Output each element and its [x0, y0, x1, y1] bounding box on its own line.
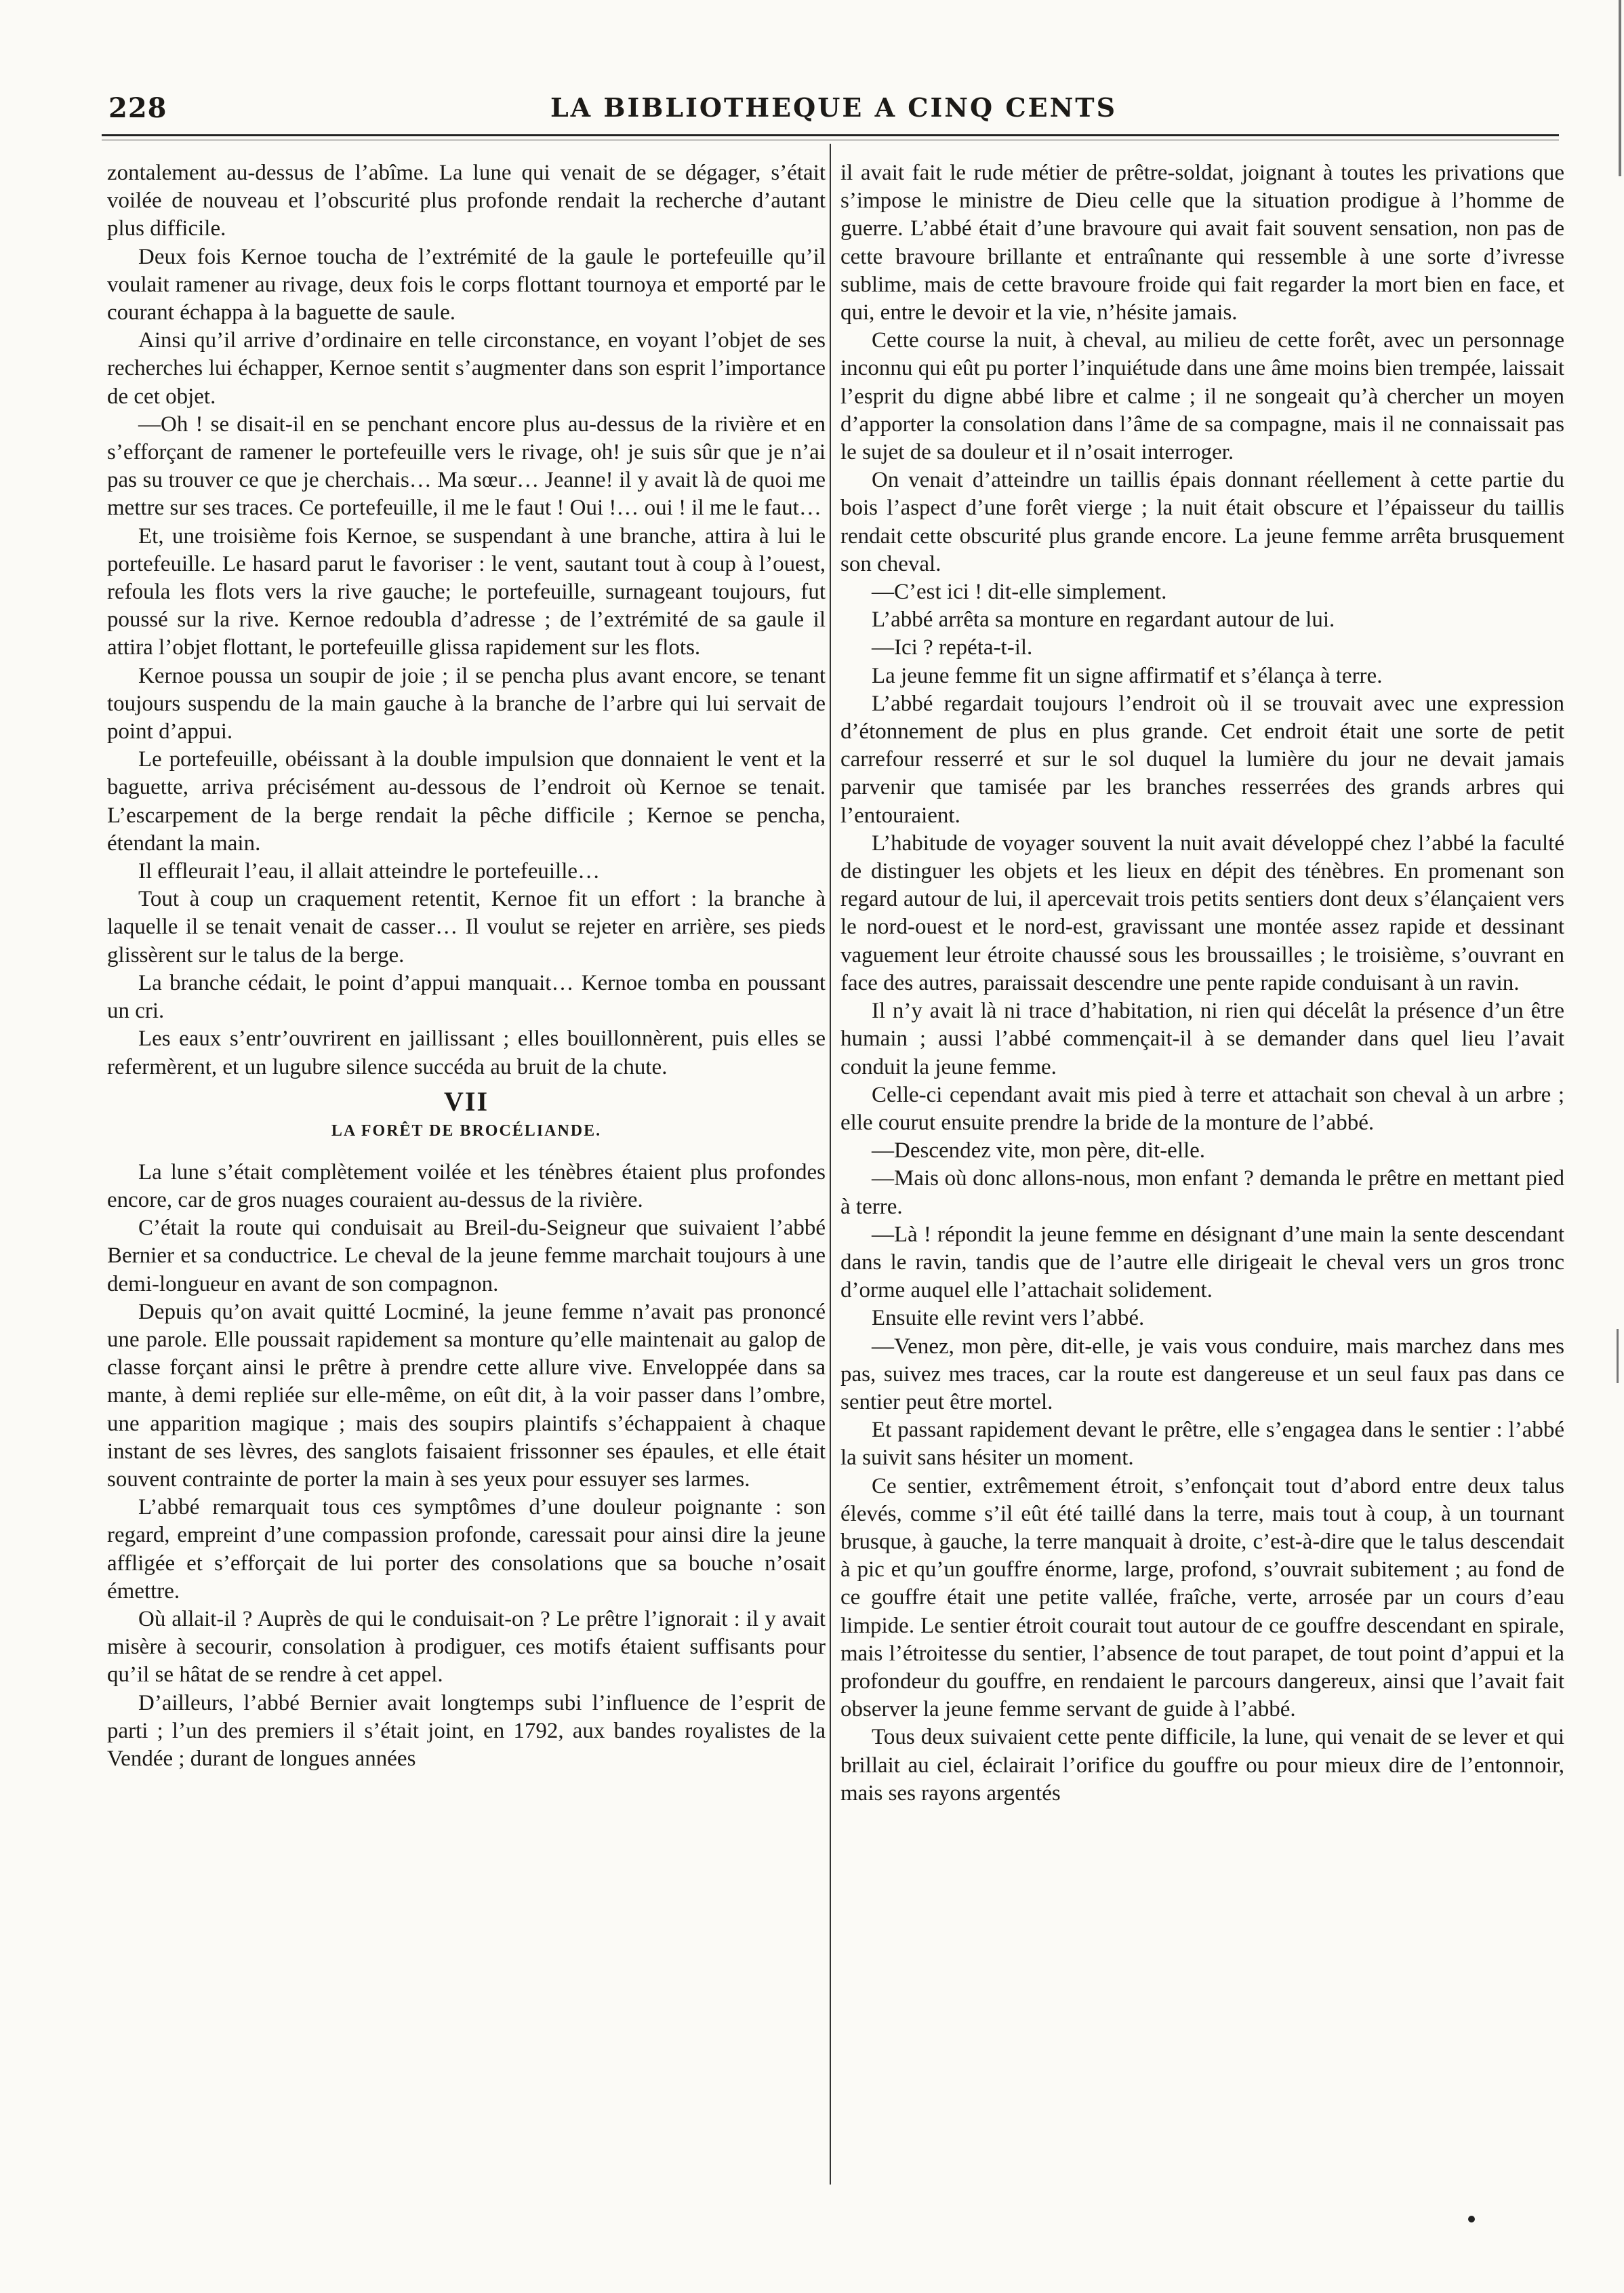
paragraph: —Ici ? repéta-t-il. [872, 635, 1033, 660]
paragraph: Et, une troisième fois Kernoe, se suspendant à une branche, attira à lui le portefeuille. Le hasard parut le favoriser : le vent, sautant tout à coup à l’ouest, refoula les flots vers la rive gauche; le portefeuille, surnageant toujours, fut poussé sur la rive. Kernoe redoubla d’adresse ; de l’extrémité de sa gaule il attira l’objet flottant, le portefeuille glissa rapidement sur les flots. [107, 523, 826, 660]
paragraph: Les eaux s’entr’ouvrirent en jaillissant ; elles bouillonnèrent, puis elles se refermèrent, et un lugubre silence succéda au bruit de la chute. [107, 1026, 826, 1079]
paragraph: La branche cédait, le point d’appui manquait… Kernoe tomba en poussant un cri. [107, 970, 826, 1024]
paragraph: Il effleurait l’eau, il allait atteindre le portefeuille… [138, 859, 601, 884]
paragraph: Il n’y avait là ni trace d’habitation, ni rien qui décelât la présence d’un être humain ; aussi l’abbé commençait-il à se demander dans quel lieu l’avait conduit la jeune femme. [840, 999, 1564, 1079]
paragraph: —Là ! répondit la jeune femme en désignant d’une main la sente descendant dans le ravin, tandis que de l’autre elle dirigeait le cheval vers un gros tronc d’orme auquel elle l’attachait solidement. [840, 1222, 1564, 1303]
page-number: 228 [108, 92, 167, 124]
paragraph: On venait d’atteindre un taillis épais donnant réellement à cette partie du bois l’aspect d’une forêt vierge ; la nuit était obscure et l’épaisseur du taillis rendait cette obscurité plus grande encore. La jeune femme arrêta brusquement son cheval. [840, 468, 1564, 576]
paragraph: Ainsi qu’il arrive d’ordinaire en telle circonstance, en voyant l’objet de ses recherches lui échapper, Kernoe sentit s’augmenter dans son esprit l’importance de cet objet. [107, 328, 826, 409]
paragraph: Ensuite elle revint vers l’abbé. [872, 1306, 1145, 1331]
paragraph: —Oh ! se disait-il en se penchant encore plus au-dessus de la rivière et en s’efforçant de ramener le portefeuille vers le rivage, oh! je suis sûr que je n’ai pas su trouver ce que je cherchais… Ma sœur… Jeanne! il y avait là de quoi me mettre sur ses traces. Ce portefeuille, il me le faut ! Oui !… oui ! il me le faut… [107, 412, 826, 521]
paragraph: —Mais où donc allons-nous, mon enfant ? demanda le prêtre en mettant pied à terre. [840, 1166, 1564, 1219]
paragraph: La lune s’était complètement voilée et les ténèbres étaient plus profondes encore, car de gros nuages couraient au-dessus de la rivière. [107, 1159, 826, 1212]
paragraph: Cette course la nuit, à cheval, au milieu de cette forêt, avec un personnage inconnu qui eût pu porter l’inquiétude dans une âme moins bien trempée, laissait l’esprit du digne abbé libre et calme ; il ne songeait qu’à chercher un moyen d’apporter la consolation dans l’âme de sa compagne, mais il ne connaissait pas le sujet de sa douleur et il n’osait interroger. [840, 328, 1564, 465]
paragraph: Et passant rapidement devant le prêtre, elle s’engagea dans le sentier : l’abbé la suivit sans hésiter un moment. [840, 1418, 1564, 1471]
paragraph: La jeune femme fit un signe affirmatif et s’élança à terre. [872, 663, 1383, 688]
paragraph: Deux fois Kernoe toucha de l’extrémité de la gaule le portefeuille qu’il voulait ramener au rivage, deux fois le corps flottant tournoya et emporté par le courant échappa à la baguette de saule. [107, 244, 826, 325]
paragraph: —Descendez vite, mon père, dit-elle. [872, 1138, 1206, 1163]
paragraph: zontalement au-dessus de l’abîme. La lune qui venait de se dégager, s’était voilée de nouveau et l’obscurité plus profonde rendait la recherche d’autant plus difficile. [107, 161, 826, 241]
paragraph: Où allait-il ? Auprès de qui le conduisait-on ? Le prêtre l’ignorait : il y avait misère à secourir, consolation à prodiguer, ces motifs étaient suffisants pour qu’il se hâtat de se rendre à cet appel. [107, 1606, 826, 1688]
scan-edge-mark [1619, 0, 1621, 176]
paragraph: Kernoe poussa un soupir de joie ; il se pencha plus avant encore, se tenant toujours suspendu de la main gauche à la branche de l’arbre qui lui servait de point d’appui. [107, 663, 826, 744]
scan-dot [1468, 2216, 1475, 2222]
paragraph: —Venez, mon père, dit-elle, je vais vous conduire, mais marchez dans mes pas, suivez mes traces, car la route est dangereuse et un seul faux pas dans ce sentier peut être mortel. [840, 1334, 1564, 1414]
chapter-number: VII [443, 1085, 489, 1117]
paragraph: C’était la route qui conduisait au Breil-du-Seigneur que suivaient l’abbé Bernier et sa conductrice. Le cheval de la jeune femme marchait toujours à une demi-longueur en avant de son compagnon. [107, 1216, 826, 1296]
paragraph: Celle-ci cependant avait mis pied à terre et attachait son cheval à un arbre ; elle courut ensuite prendre la bride de la monture de l’abbé. [840, 1082, 1564, 1135]
paragraph: Tout à coup un craquement retentit, Kernoe fit un effort : la branche à laquelle il se tenait venait de casser… Il voulut se rejeter en arrière, ses pieds glissèrent sur le talus de la berge. [107, 887, 826, 968]
paragraph: il avait fait le rude métier de prêtre-soldat, joignant à toutes les privations que s’impose le ministre de Dieu celle que la situation prodigue à l’homme de guerre. L’abbé était d’une bravoure qui avait fait souvent sensation, non pas de cette bravoure brillante et entraînante qui ressemble à une sorte d’ivresse sublime, mais de cette bravoure froide qui fait regarder la mort bien en face, et qui, entre le devoir et la vie, n’hésite jamais. [840, 161, 1564, 325]
paragraph: L’abbé arrêta sa monture en regardant autour de lui. [872, 607, 1335, 633]
paragraph: D’ailleurs, l’abbé Bernier avait longtemps subi l’influence de l’esprit de parti ; l’un des premiers il s’était joint, en 1792, aux bandes royalistes de la Vendée ; durant de longues années [107, 1690, 826, 1771]
chapter-title: LA FORÊT DE BROCÉLIANDE. [331, 1121, 602, 1140]
paragraph: —C’est ici ! dit-elle simplement. [872, 580, 1167, 605]
header-rule [102, 134, 1559, 136]
right-column [840, 159, 1564, 1808]
paragraph: Tous deux suivaient cette pente difficile, la lune, qui venait de se lever et qui brillait au ciel, éclairait l’orifice du gouffre ou pour mieux dire de l’entonnoir, mais ses rayons argentés [840, 1725, 1564, 1806]
paragraph: Le portefeuille, obéissant à la double impulsion que donnaient le vent et la baguette, arriva précisément au-dessous de l’endroit où Kernoe se tenait. L’escarpement de la berge rendait la pêche difficile ; Kernoe se pencha, étendant la main. [107, 747, 826, 856]
paragraph: L’habitude de voyager souvent la nuit avait développé chez l’abbé la faculté de distinguer les objets et les lieux en dépit des ténèbres. En promenant son regard autour de lui, il apercevait trois petits sentiers dont deux s’élançaient vers le nord-ouest et le nord-est, gravissant une montée assez rapide et dessinant vaguement leur étroite chaussé sous les broussailles ; le troisième, s’ouvrant en face des autres, paraissait descendre une pente rapide conduisant à un ravin. [840, 831, 1564, 995]
page-header [108, 87, 1559, 134]
scan-edge-mark [1617, 1329, 1619, 1383]
paragraph: L’abbé remarquait tous ces symptômes d’une douleur poignante : son regard, empreint d’une compassion profonde, caressait pour ainsi dire la jeune affligée et s’efforçait de lui porter des consolations que sa bouche n’osait émettre. [107, 1495, 826, 1603]
paragraph: Ce sentier, extrêmement étroit, s’enfonçait tout d’abord entre deux talus élevés, comme s’il eût été taillé dans la terre, mais tout à coup, à un tournant brusque, à gauche, la terre manquait à droite, c’est-à-dire que le talus descendait à pic et qu’un gouffre énorme, large, profond, s’ouvrait subitement ; au fond de ce gouffre était une petite vallée, fraîche, verte, arrosée par un cours d’eau limpide. Le sentier étroit courait tout autour de ce gouffre descendant en spirale, mais l’étroitesse du sentier, l’absence de tout parapet, de tout point d’appui et la profondeur du gouffre, en rendaient le parcours dangereux, ainsi que l’avait fait observer la jeune femme servant de guide à l’abbé. [840, 1473, 1564, 1722]
column-divider [830, 144, 831, 2185]
paragraph: L’abbé regardait toujours l’endroit où il se trouvait avec une expression d’étonnement de plus en plus grande. Cet endroit était une sorte de petit carrefour resserré et sur le sol duquel la lumière du jour ne devait jamais parvenir que tamisée par les branches resserrées des grands arbres qui l’entouraient. [840, 691, 1564, 828]
left-column [107, 159, 826, 1773]
running-title: LA BIBLIOTHEQUE A CINQ CENTS [550, 92, 1118, 123]
paragraph: Depuis qu’on avait quitté Locminé, la jeune femme n’avait pas prononcé une parole. Elle poussait rapidement sa monture qu’elle maintenait au galop de classe forçant ainsi le prêtre à prendre cette allure vive. Enveloppée dans sa mante, à demi repliée sur elle-même, on eût dit, à la voir passer dans l’ombre, une apparition magique ; mais des soupirs plaintifs s’échappaient à chaque instant de ses lèvres, des sanglots faisaient frissonner ses épaules, et elle était souvent contrainte de porter la main à ses yeux pour essuyer ses larmes. [107, 1299, 826, 1492]
